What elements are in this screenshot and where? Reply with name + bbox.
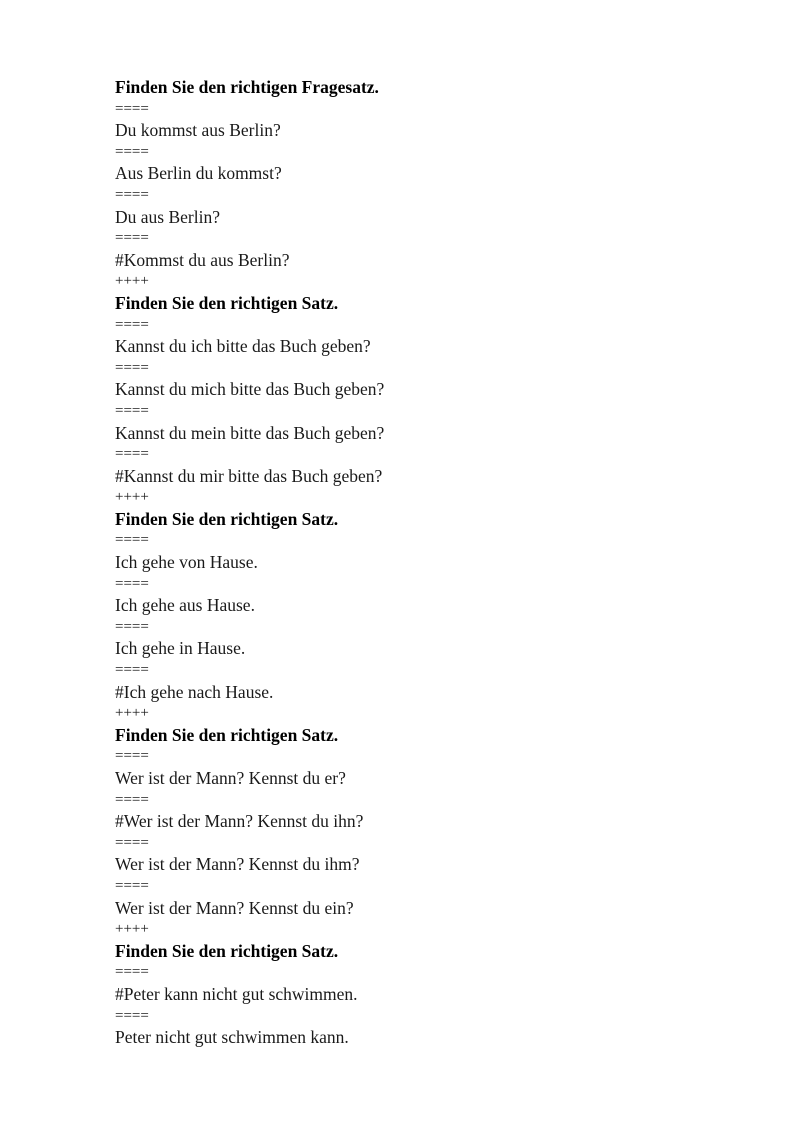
answer-option: Du kommst aus Berlin?: [115, 120, 281, 141]
separator-line: ====: [115, 748, 149, 765]
answer-option: Kannst du mich bitte das Buch geben?: [115, 379, 385, 400]
answer-option: Wer ist der Mann? Kennst du ihm?: [115, 854, 360, 875]
separator-line: ====: [115, 359, 149, 376]
separator-line: ++++: [115, 489, 149, 506]
question-heading: Finden Sie den richtigen Fragesatz.: [115, 77, 379, 97]
document-page: [115, 77, 735, 1049]
separator-line: ====: [115, 662, 149, 679]
answer-option: #Kommst du aus Berlin?: [115, 249, 290, 270]
separator-line: ====: [115, 143, 149, 160]
question-heading: Finden Sie den richtigen Satz.: [115, 940, 339, 961]
separator-line: ====: [115, 575, 149, 592]
separator-line: ====: [115, 618, 149, 635]
answer-option: Aus Berlin du kommst?: [115, 163, 282, 184]
separator-line: ====: [115, 834, 149, 851]
question-heading: Finden Sie den richtigen Satz.: [115, 724, 339, 745]
answer-option: Kannst du ich bitte das Buch geben?: [115, 336, 371, 357]
answer-option: Wer ist der Mann? Kennst du er?: [115, 768, 346, 788]
separator-line: ====: [115, 1007, 149, 1024]
separator-line: ====: [115, 186, 149, 203]
separator-line: ++++: [115, 273, 149, 290]
answer-option: #Kannst du mir bitte das Buch geben?: [115, 465, 383, 486]
answer-option: Du aus Berlin?: [115, 206, 220, 227]
answer-option: #Wer ist der Mann? Kennst du ihn?: [115, 811, 364, 832]
answer-option: Wer ist der Mann? Kennst du ein?: [115, 897, 354, 918]
separator-line: ====: [115, 964, 149, 981]
separator-line: ++++: [115, 705, 149, 722]
question-heading: Finden Sie den richtigen Satz.: [115, 292, 339, 313]
separator-line: ====: [115, 402, 149, 419]
separator-line: ====: [115, 446, 149, 463]
answer-option: Ich gehe in Hause.: [115, 638, 246, 659]
answer-option: Ich gehe von Hause.: [115, 552, 258, 573]
separator-line: ====: [115, 791, 149, 808]
separator-line: ====: [115, 877, 149, 894]
answer-option: #Ich gehe nach Hause.: [115, 681, 274, 702]
answer-option: Ich gehe aus Hause.: [115, 595, 255, 616]
separator-line: ====: [115, 532, 149, 549]
separator-line: ====: [115, 230, 149, 247]
answer-option: Peter nicht gut schwimmen kann.: [115, 1027, 349, 1048]
separator-line: ++++: [115, 921, 149, 938]
separator-line: ====: [115, 100, 149, 117]
separator-line: ====: [115, 316, 149, 333]
answer-option: Kannst du mein bitte das Buch geben?: [115, 422, 385, 443]
question-heading: Finden Sie den richtigen Satz.: [115, 508, 339, 529]
answer-option: #Peter kann nicht gut schwimmen.: [115, 983, 358, 1004]
